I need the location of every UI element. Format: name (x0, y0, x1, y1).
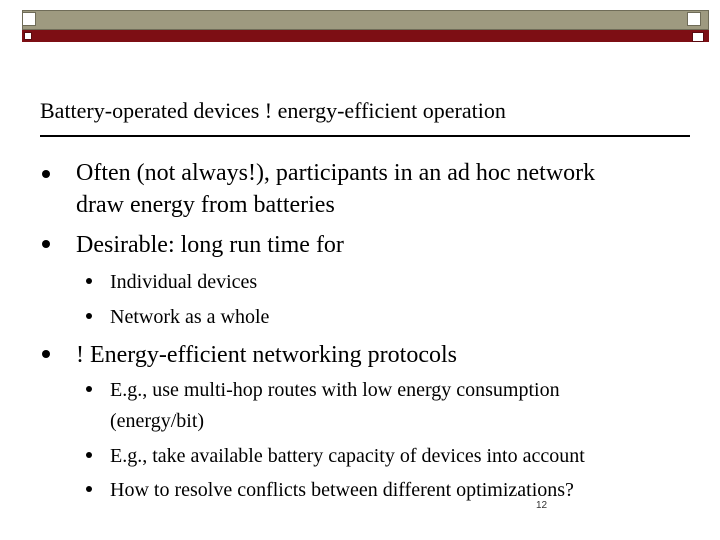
sub-bullet-2-2: Network as a whole (110, 306, 270, 328)
sub-bullet-3-1-line-1: E.g., use multi-hop routes with low energy consumption (110, 379, 560, 401)
slide-title: Battery-operated devices ! energy-efficient operation (40, 98, 506, 123)
accent-bar (22, 30, 709, 42)
header-bar (22, 10, 709, 30)
title-divider (40, 135, 690, 137)
sub-bullet-2-2-icon (86, 313, 92, 319)
bullet-1-line-1: Often (not always!), participants in an ad hoc network (76, 160, 596, 186)
corner-square-right (687, 12, 701, 26)
sub-bullet-2-1: Individual devices (110, 271, 258, 293)
sub-bullet-2-1-icon (86, 278, 92, 284)
page-number: 12 (536, 500, 548, 511)
bullet-1-line-2: draw energy from batteries (76, 192, 335, 218)
sub-bullet-3-1-line-2: (energy/bit) (110, 410, 205, 432)
sub-bullet-3-3-icon (86, 486, 92, 492)
bullet-1-icon (42, 170, 50, 178)
bullet-2-icon (42, 240, 50, 248)
bullet-2-line-1: Desirable: long run time for (76, 232, 344, 258)
bullet-3-line-1: ! Energy-efficient networking protocols (76, 342, 457, 368)
sub-bullet-3-3: How to resolve conflicts between different optimizations? (110, 479, 574, 501)
sub-bullet-3-2: E.g., take available battery capacity of devices into account (110, 445, 585, 467)
bullet-3-icon (42, 350, 50, 358)
sub-bullet-3-1-icon (86, 386, 92, 392)
corner-square-right-bottom (692, 32, 704, 42)
sub-bullet-3-2-icon (86, 452, 92, 458)
corner-square-left-bottom (24, 32, 32, 40)
corner-square-left (22, 12, 36, 26)
